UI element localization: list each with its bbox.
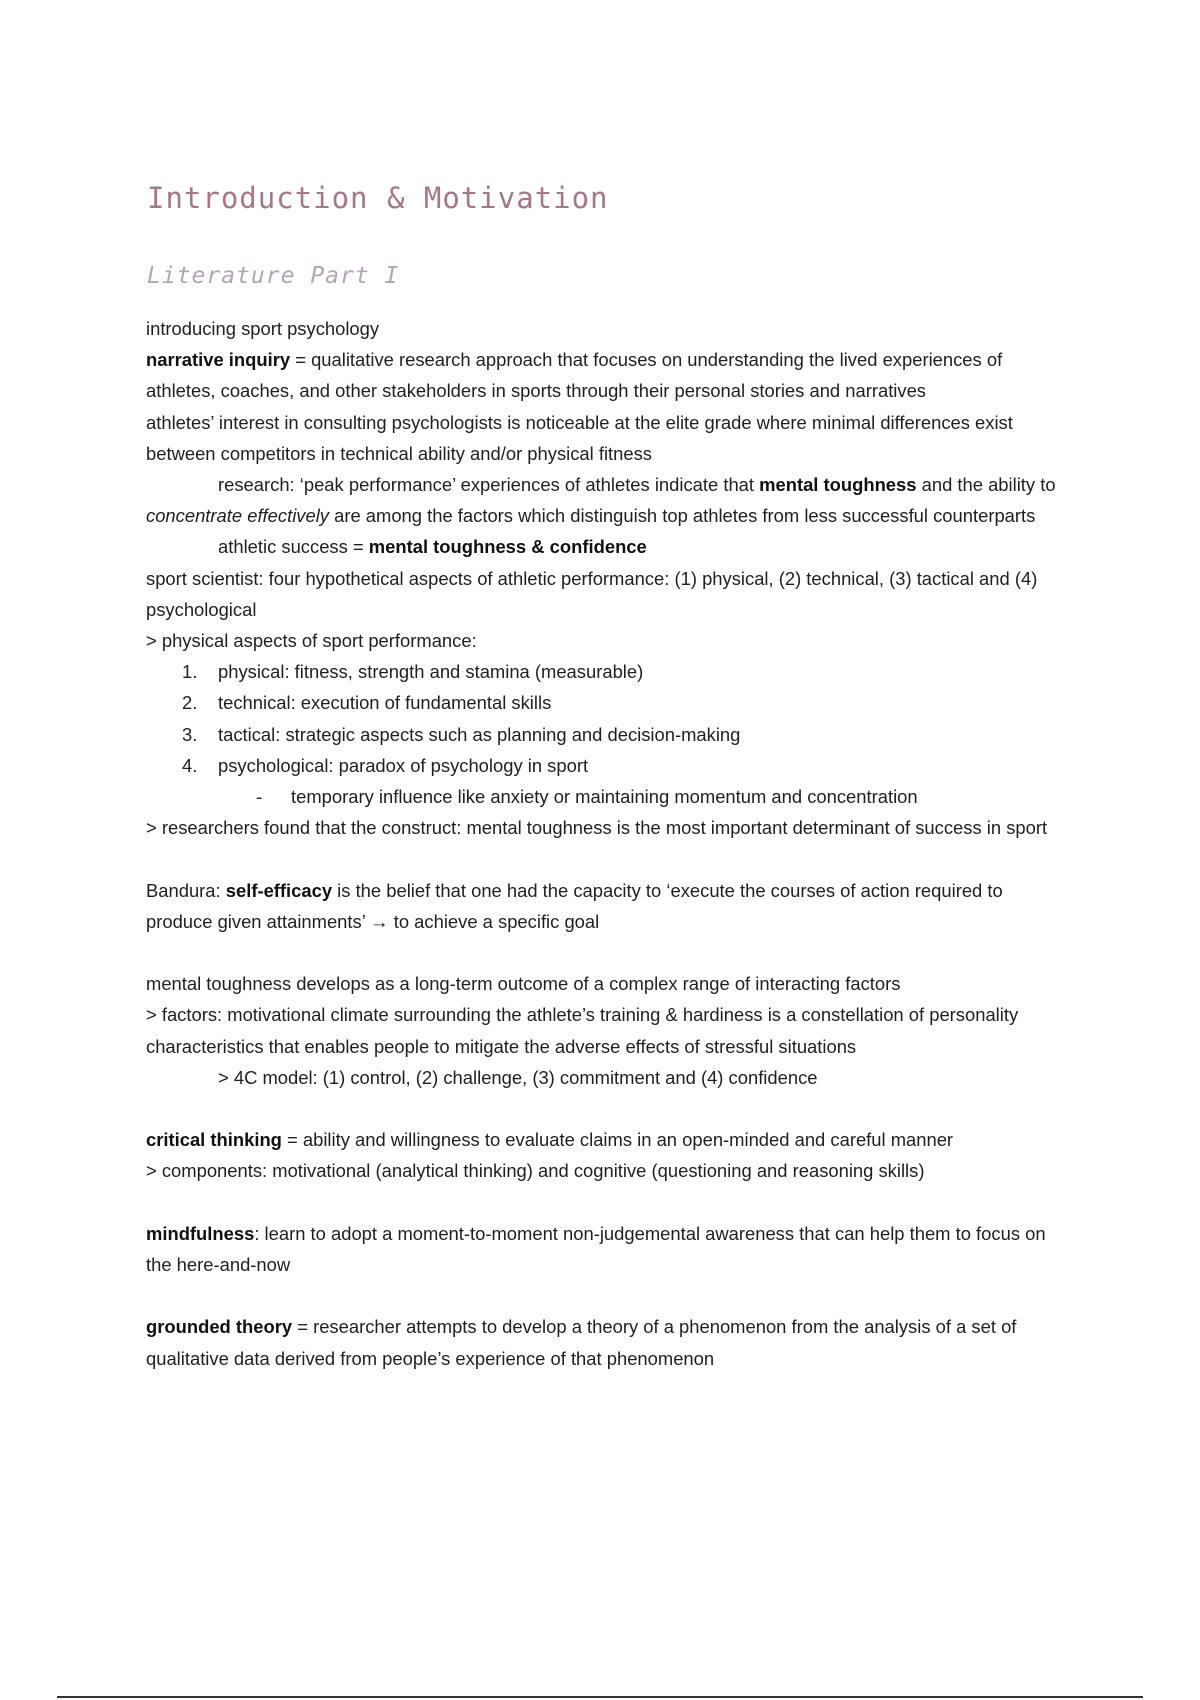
- success-term-mental-toughness: mental toughness: [368, 536, 527, 558]
- self-efficacy-term: self-efficacy: [225, 879, 333, 901]
- components-line: > components: motivational (analytical thinking) and cognitive (questioning and reasoning skills): [146, 1160, 925, 1182]
- list-number: 4.: [182, 754, 198, 776]
- list-number: 3.: [182, 723, 198, 745]
- mental-toughness-paragraph: mental toughness develops as a long-term outcome of a complex range of interacting factors: [146, 973, 901, 995]
- list-item: [146, 687, 1066, 718]
- dash-bullet: -: [256, 786, 263, 808]
- critical-thinking-term: critical thinking: [146, 1129, 282, 1151]
- aspects-list: [146, 656, 1066, 781]
- self-efficacy-definition: is the belief that one had the capacity to ‘execute the courses of action required to produce given attainments’ → to achieve a specific goal: [146, 879, 1003, 932]
- narrative-inquiry-paragraph: [146, 344, 1066, 406]
- bandura-name: Bandura:: [146, 879, 226, 901]
- research-term-mental-toughness: mental toughness: [759, 474, 917, 496]
- mindfulness-paragraph: [146, 1218, 1066, 1280]
- success-term-confidence: confidence: [549, 536, 647, 558]
- list-item: [146, 656, 1066, 687]
- document-body: [146, 313, 1066, 1374]
- footer-rule: [57, 1696, 1143, 1698]
- athletes-interest-paragraph: athletes’ interest in consulting psychologists is noticeable at the elite grade where minimal differences exist between competitors in technical ability and/or physical fitness: [146, 411, 1013, 464]
- critical-thinking-paragraph: [146, 1124, 1066, 1155]
- success-ampersand: &: [526, 536, 550, 558]
- list-text: tactical: strategic aspects such as planning and decision-making: [218, 723, 741, 745]
- grounded-theory-paragraph: [146, 1311, 1066, 1373]
- research-term-concentrate: concentrate effectively: [146, 505, 329, 527]
- research-text-e: are among the factors which distinguish top athletes from less successful counterparts: [328, 505, 1036, 527]
- critical-thinking-definition: = ability and willingness to evaluate claims in an open-minded and careful manner: [281, 1129, 954, 1151]
- section-subtitle: Literature Part I: [147, 263, 400, 289]
- list-item: [146, 719, 1066, 750]
- mindfulness-term: mindfulness: [146, 1222, 255, 1244]
- grounded-theory-definition: = researcher attempts to develop a theory of a phenomenon from the analysis of a set of qualitative data derived from people’s experience of that phenomenon: [146, 1316, 1017, 1369]
- physical-aspects-heading: > physical aspects of sport performance:: [146, 630, 477, 652]
- research-text-c: and the ability to: [916, 474, 1056, 496]
- 4c-model-line: > 4C model: (1) control, (2) challenge, (3) commitment and (4) confidence: [218, 1066, 818, 1088]
- bandura-paragraph: [146, 875, 1066, 937]
- list-text: technical: execution of fundamental skills: [218, 692, 552, 714]
- list-number: 2.: [182, 692, 198, 714]
- page-title: Introduction & Motivation: [147, 181, 609, 215]
- researchers-paragraph: > researchers found that the construct: mental toughness is the most important determinant of success in sport: [146, 817, 1048, 839]
- list-text: physical: fitness, strength and stamina (measurable): [218, 661, 644, 683]
- list-text: psychological: paradox of psychology in sport: [218, 754, 589, 776]
- grounded-theory-term: grounded theory: [146, 1316, 293, 1338]
- factors-paragraph: > factors: motivational climate surrounding the athlete’s training & hardiness is a constellation of personality characteristics that enables people to mitigate the adverse effects of stressful situations: [146, 1004, 1019, 1057]
- list-number: 1.: [182, 661, 198, 683]
- success-text-a: athletic success =: [218, 536, 369, 558]
- narrative-inquiry-definition: = qualitative research approach that focuses on understanding the lived experiences of athletes, coaches, and other stakeholders in sports through their personal stories and narratives: [146, 349, 1003, 402]
- research-text-a: research: ‘peak performance’ experiences of athletes indicate that: [218, 474, 760, 496]
- mindfulness-definition: : learn to adopt a moment-to-moment non-judgemental awareness that can help them to focus on the here-and-now: [146, 1222, 1046, 1276]
- sport-scientist-paragraph: sport scientist: four hypothetical aspects of athletic performance: (1) physical, (2) technical, (3) tactical and (4) psychological: [146, 567, 1038, 620]
- intro-line: introducing sport psychology: [146, 318, 380, 339]
- list-item: [146, 750, 1066, 781]
- research-paragraph: [146, 469, 1066, 531]
- athletic-success-line: [146, 531, 1066, 562]
- temporary-influence-text: temporary influence like anxiety or maintaining momentum and concentration: [291, 786, 918, 808]
- temporary-influence-line: [146, 781, 1066, 812]
- narrative-inquiry-term: narrative inquiry: [146, 349, 291, 371]
